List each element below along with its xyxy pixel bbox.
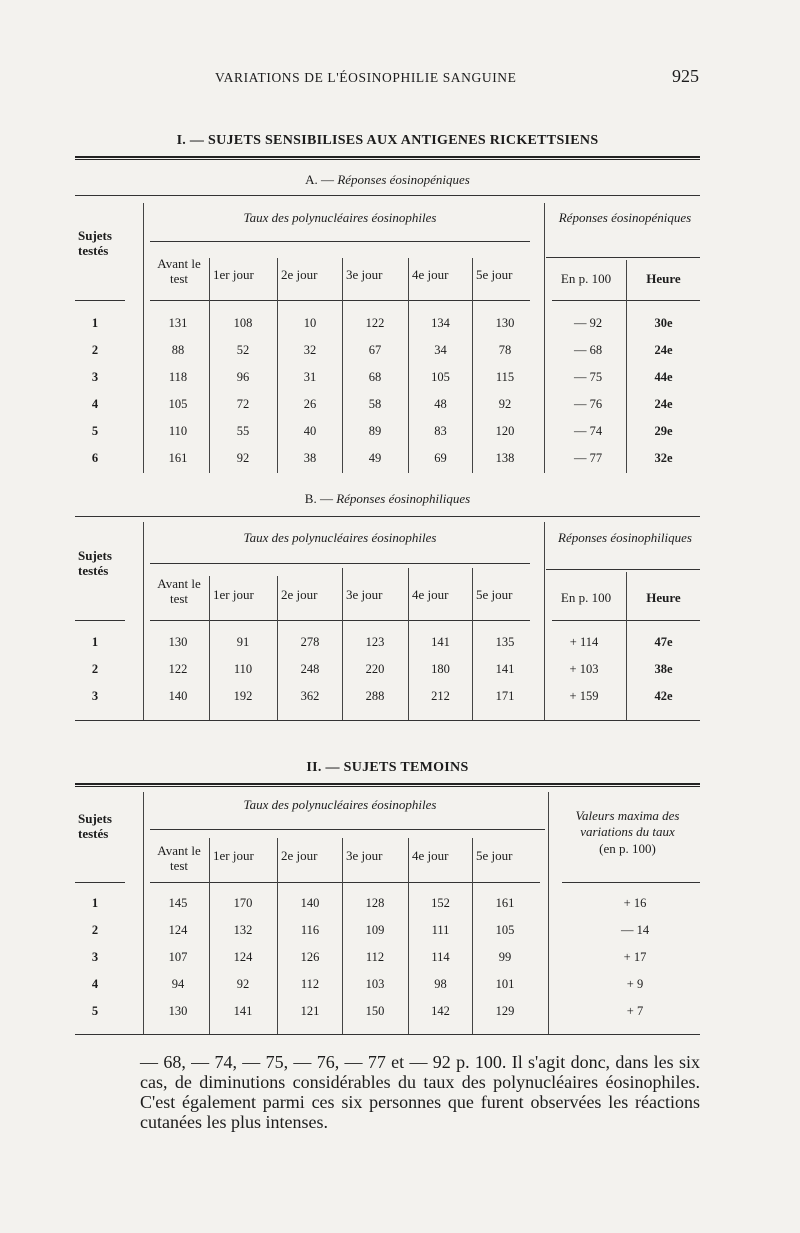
tableC-r4-max: + 7: [626, 1004, 644, 1018]
tableB-header-rule-2: [150, 620, 530, 621]
tableB-vline-0: [143, 522, 144, 720]
tableC-r1-j3: 109: [365, 923, 385, 937]
tableB-group-rule: [150, 563, 530, 564]
tableB-r0-pct: + 114: [569, 635, 599, 649]
tableB-response-rule: [546, 569, 700, 570]
tableB-r2-avant: 140: [168, 689, 188, 703]
tableB-top-rule: [75, 516, 700, 517]
tableA-response-rule: [546, 257, 700, 258]
tableA-top-rule: [75, 195, 700, 196]
tableA-r2-avant: 118: [168, 370, 188, 384]
tableA-r0-j2: 10: [303, 316, 317, 330]
tableA-vline-4: [408, 258, 409, 473]
tableA-r0-j3: 122: [365, 316, 385, 330]
tableA-r5-pct: — 77: [573, 451, 603, 465]
tableB-r1-id: 2: [91, 662, 99, 676]
tableB-r0-avant: 130: [168, 635, 188, 649]
tableC-r2-j4: 114: [431, 950, 450, 964]
tableB-r1-j4: 180: [431, 662, 450, 676]
tableC-r2-avant: 107: [168, 950, 188, 964]
tableA-col-j3: 3e jour: [346, 267, 383, 282]
tableB-r1-j2: 248: [300, 662, 320, 676]
tableC-group-rule: [150, 829, 545, 830]
tableA-r5-j1: 92: [236, 451, 250, 465]
tableC-group-header: Taux des polynucléaires éosinophiles: [243, 797, 437, 812]
tableC-r3-j4: 98: [434, 977, 447, 991]
tableA-r1-j3: 67: [368, 343, 382, 357]
running-header: VARIATIONS DE L'ÉOSINOPHILIE SANGUINE: [215, 70, 517, 85]
tableA-r4-j2: 40: [303, 424, 317, 438]
tableC-vline-0: [143, 792, 144, 1034]
tableC-r4-j2: 121: [300, 1004, 320, 1018]
tableB-title: [75, 491, 700, 507]
tableB-r0-j5: 135: [495, 635, 515, 649]
tableC-r2-j3: 112: [365, 950, 385, 964]
tableC-r4-j5: 129: [495, 1004, 515, 1018]
page-number: 925: [672, 66, 699, 86]
tableC-max-header: Valeurs maxima des variations du taux: [575, 808, 680, 839]
tableC-r1-j5: 105: [495, 923, 515, 937]
section2-rule: [75, 783, 700, 785]
tableB-col-pct: En p. 100: [560, 590, 612, 605]
tableA-r3-id: 4: [91, 397, 99, 411]
tableA-r1-j4: 34: [434, 343, 447, 357]
section1-rule-thin: [75, 159, 700, 160]
tableA-r2-heure: 44e: [654, 370, 673, 384]
tableC-r1-avant: 124: [168, 923, 188, 937]
tableA-title-italic: Réponses éosinopéniques: [337, 172, 470, 187]
tableC-r1-j4: 111: [431, 923, 450, 937]
tableA-r5-j4: 69: [434, 451, 447, 465]
tableC-col-j5: 5e jour: [476, 848, 513, 863]
tableB-title-prefix: B. —: [304, 491, 333, 506]
tableC-vline-6: [548, 792, 549, 1034]
tableB-col-j2: 2e jour: [281, 587, 318, 602]
tableC-header-rule-3: [562, 882, 700, 883]
tableC-r2-j1: 124: [233, 950, 253, 964]
tableB-r2-heure: 42e: [654, 689, 673, 703]
tableA-r3-j2: 26: [303, 397, 317, 411]
tableA-r4-heure: 29e: [654, 424, 673, 438]
tableB-r0-j4: 141: [431, 635, 450, 649]
tableA-r4-avant: 110: [168, 424, 188, 438]
tableA-r2-pct: — 75: [573, 370, 603, 384]
tableB-header-rule-1: [75, 620, 125, 621]
tableC-header-rule-1: [75, 882, 125, 883]
tableA-r3-heure: 24e: [654, 397, 673, 411]
tableB-r1-j1: 110: [233, 662, 253, 676]
tableA-r1-j2: 32: [303, 343, 317, 357]
tableA-r0-pct: — 92: [573, 316, 603, 330]
tableA-vline-2: [277, 258, 278, 473]
tableA-r4-j4: 83: [434, 424, 447, 438]
tableA-r2-id: 3: [91, 370, 99, 384]
tableC-r0-j2: 140: [300, 896, 320, 910]
tableA-r1-id: 2: [91, 343, 99, 357]
tableB-col-j4: 4e jour: [412, 587, 449, 602]
tableB-r1-avant: 122: [168, 662, 188, 676]
tableB-r0-j1: 91: [236, 635, 250, 649]
tableB-bottom-rule: [75, 720, 700, 721]
tableA-r5-j3: 49: [368, 451, 382, 465]
tableB-col-avant: Avant le test: [157, 576, 201, 606]
tableA-r3-avant: 105: [168, 397, 188, 411]
tableC-r3-avant: 94: [171, 977, 185, 991]
tableA-r0-heure: 30e: [654, 316, 673, 330]
tableC-r0-j5: 161: [495, 896, 515, 910]
tableA-r2-j5: 115: [495, 370, 515, 384]
tableA-col-heure: Heure: [646, 271, 681, 286]
section2-rule-thin: [75, 786, 700, 787]
tableC-r4-j3: 150: [365, 1004, 385, 1018]
tableC-r4-avant: 130: [168, 1004, 188, 1018]
tableA-r2-j4: 105: [431, 370, 450, 384]
tableA-r2-j1: 96: [236, 370, 250, 384]
tableA-r3-pct: — 76: [573, 397, 603, 411]
tableA-r2-j2: 31: [303, 370, 317, 384]
tableA-r4-pct: — 74: [573, 424, 603, 438]
tableA-vline-7: [626, 260, 627, 473]
tableC-r0-max: + 16: [623, 896, 647, 910]
tableA-r0-j1: 108: [233, 316, 253, 330]
tableC-r0-j4: 152: [431, 896, 450, 910]
tableA-row-header: Sujets testés: [78, 228, 112, 258]
tableC-r1-max: — 14: [620, 923, 650, 937]
tableA-r4-j1: 55: [236, 424, 250, 438]
tableA-r1-j5: 78: [498, 343, 512, 357]
tableB-r1-heure: 38e: [654, 662, 673, 676]
tableB-vline-6: [544, 522, 545, 720]
tableA-r3-j3: 58: [368, 397, 382, 411]
tableA-group-rule: [150, 241, 530, 242]
tableA-vline-3: [342, 258, 343, 473]
tableB-row-header: Sujets testés: [78, 548, 112, 578]
tableC-r3-max: + 9: [626, 977, 644, 991]
tableB-group-header: Taux des polynucléaires éosinophiles: [243, 530, 437, 545]
tableA-r3-j5: 92: [498, 397, 512, 411]
tableA-title: [75, 172, 700, 188]
tableC-r3-j5: 101: [495, 977, 515, 991]
tableA-r4-j3: 89: [368, 424, 382, 438]
tableB-r2-j4: 212: [431, 689, 450, 703]
tableA-vline-6: [544, 203, 545, 473]
tableB-r0-j2: 278: [300, 635, 320, 649]
tableA-title-prefix: A. —: [305, 172, 335, 187]
section2-title: II. — SUJETS TEMOINS: [306, 760, 469, 775]
tableB-r1-j5: 141: [495, 662, 515, 676]
tableC-r2-j5: 99: [498, 950, 512, 964]
tableB-r1-pct: + 103: [569, 662, 599, 676]
tableC-r2-id: 3: [91, 950, 99, 964]
tableC-col-j4: 4e jour: [412, 848, 449, 863]
tableA-col-j4: 4e jour: [412, 267, 449, 282]
tableB-r0-j3: 123: [365, 635, 385, 649]
tableC-max-unit: (en p. 100): [599, 841, 656, 856]
tableC-r4-j1: 141: [233, 1004, 253, 1018]
tableC-r3-j1: 92: [236, 977, 250, 991]
tableA-vline-0: [143, 203, 144, 473]
tableC-col-avant: Avant le test: [157, 843, 201, 873]
tableC-r2-max: + 17: [623, 950, 647, 964]
tableA-r0-avant: 131: [168, 316, 188, 330]
tableA-group-header: Taux des polynucléaires éosinophiles: [243, 210, 437, 225]
tableA-vline-5: [472, 258, 473, 473]
tableB-r2-j5: 171: [495, 689, 515, 703]
section1-rule: [75, 156, 700, 158]
tableB-col-heure: Heure: [646, 590, 681, 605]
tableB-r2-j3: 288: [365, 689, 385, 703]
tableA-r0-j4: 134: [431, 316, 450, 330]
tableB-r2-j1: 192: [233, 689, 253, 703]
tableA-r0-id: 1: [91, 316, 99, 330]
tableB-col-j3: 3e jour: [346, 587, 383, 602]
tableC-row-header: Sujets testés: [78, 811, 112, 841]
tableA-vline-1: [209, 258, 210, 473]
tableA-response-header: Réponses éosinopéniques: [558, 210, 692, 225]
tableB-title-italic: Réponses éosinophiliques: [336, 491, 471, 506]
tableA-r3-j4: 48: [434, 397, 447, 411]
tableA-r0-j5: 130: [495, 316, 515, 330]
tableA-r1-j1: 52: [236, 343, 250, 357]
tableA-col-j1: 1er jour: [213, 267, 254, 282]
tableC-r3-j3: 103: [365, 977, 385, 991]
tableA-col-j2: 2e jour: [281, 267, 318, 282]
tableC-r3-id: 4: [91, 977, 99, 991]
tableC-r0-avant: 145: [168, 896, 188, 910]
tableC-r0-id: 1: [91, 896, 99, 910]
tableA-r1-heure: 24e: [654, 343, 673, 357]
tableC-col-j1: 1er jour: [213, 848, 254, 863]
body-paragraph: — 68, — 74, — 75, — 76, — 77 et — 92 p. 100. Il s'agit donc, dans les six cas, de diminutions considérables du taux des polynucléaires éosinophiles. C'est également parmi ces six personnes que furent observées les réactions cutanées les plus intenses.: [140, 1052, 700, 1132]
tableB-response-header: Réponses éosinophiliques: [558, 530, 692, 545]
tableC-r1-j2: 116: [300, 923, 320, 937]
tableA-r5-avant: 161: [168, 451, 188, 465]
tableA-r3-j1: 72: [236, 397, 250, 411]
tableC-col-j2: 2e jour: [281, 848, 318, 863]
tableB-r1-j3: 220: [365, 662, 385, 676]
tableA-r1-avant: 88: [171, 343, 185, 357]
tableA-r2-j3: 68: [368, 370, 382, 384]
tableB-r2-pct: + 159: [569, 689, 599, 703]
tableC-r0-j3: 128: [365, 896, 385, 910]
tableB-col-j5: 5e jour: [476, 587, 513, 602]
tableA-r4-id: 5: [91, 424, 99, 438]
tableA-r4-j5: 120: [495, 424, 515, 438]
tableA-r5-j2: 38: [303, 451, 317, 465]
tableC-col-j3: 3e jour: [346, 848, 383, 863]
tableA-r1-pct: — 68: [573, 343, 603, 357]
tableC-r3-j2: 112: [300, 977, 320, 991]
tableA-r5-id: 6: [91, 451, 99, 465]
tableC-r1-j1: 132: [233, 923, 253, 937]
tableC-r4-id: 5: [91, 1004, 99, 1018]
tableB-r0-heure: 47e: [654, 635, 673, 649]
tableC-r2-j2: 126: [300, 950, 320, 964]
tableA-col-j5: 5e jour: [476, 267, 513, 282]
tableA-header-rule-1: [75, 300, 125, 301]
tableB-r0-id: 1: [91, 635, 99, 649]
tableA-r5-heure: 32e: [654, 451, 673, 465]
tableB-r2-j2: 362: [300, 689, 320, 703]
tableC-r0-j1: 170: [233, 896, 253, 910]
tableC-bottom-rule: [75, 1034, 700, 1035]
tableC-r4-j4: 142: [431, 1004, 450, 1018]
tableA-header-rule-2: [150, 300, 530, 301]
tableA-col-pct: En p. 100: [560, 271, 612, 286]
tableB-col-j1: 1er jour: [213, 587, 254, 602]
tableC-r1-id: 2: [91, 923, 99, 937]
tableA-col-avant: Avant le test: [157, 256, 201, 286]
tableA-r5-j5: 138: [495, 451, 515, 465]
tableB-r2-id: 3: [91, 689, 99, 703]
section1-title: I. — SUJETS SENSIBILISES AUX ANTIGENES RICKETTSIENS: [176, 133, 599, 148]
